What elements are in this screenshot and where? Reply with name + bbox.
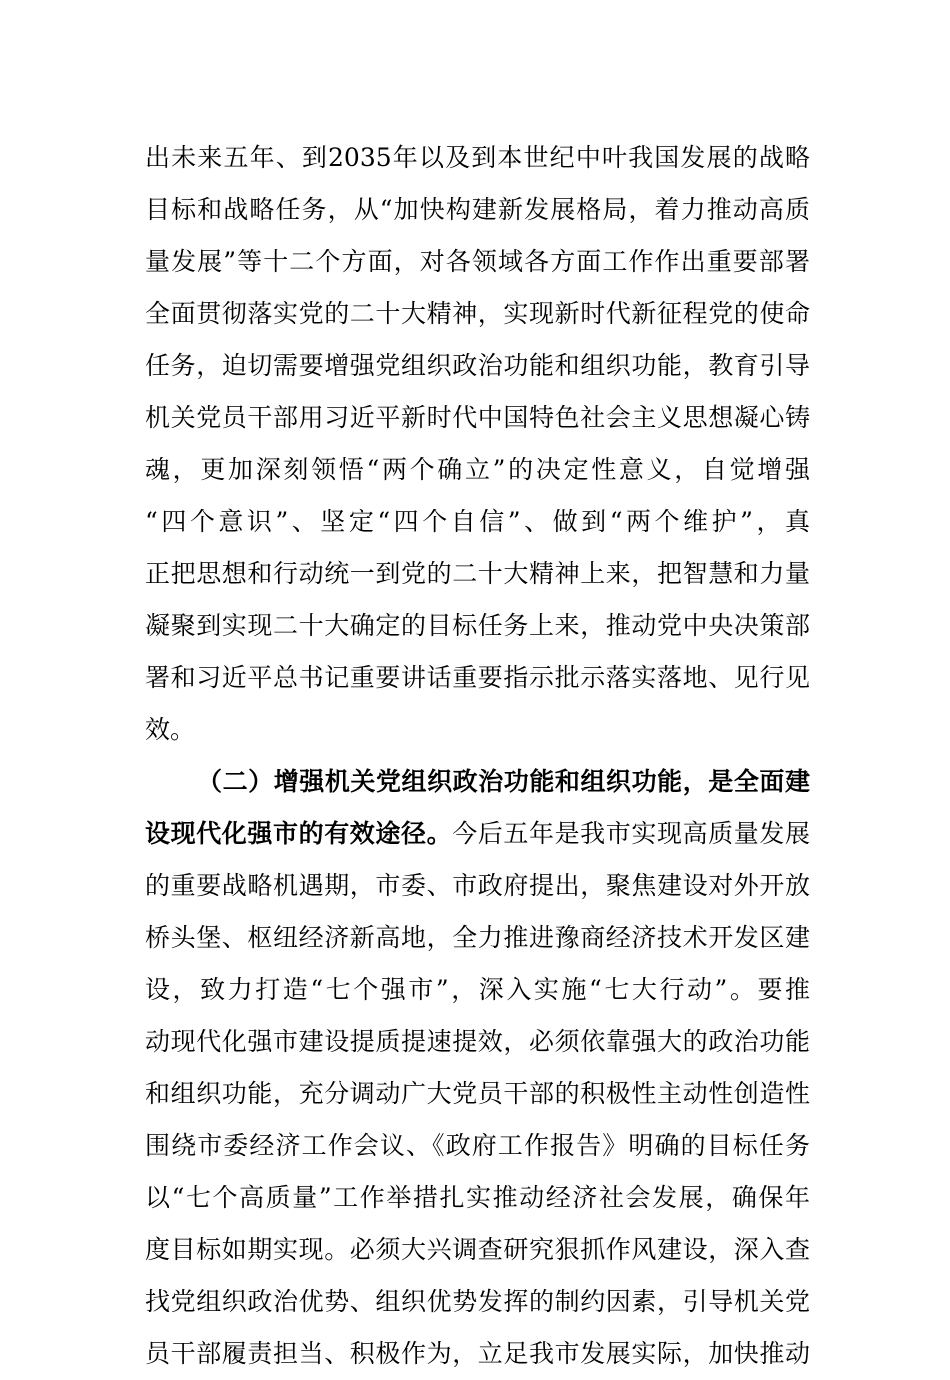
text-line: 凝聚到实现二十大确定的目标任务上来，推动党中央决策部 xyxy=(145,611,810,640)
text-line: 机关党员干部用习近平新时代中国特色社会主义思想凝心铸 xyxy=(145,403,810,432)
text-line: 和组织功能，充分调动广大党员干部的积极性主动性创造性 xyxy=(145,1079,810,1108)
body-text xyxy=(145,132,810,1380)
text-line: 找党组织政治优势、组织优势发挥的制约因素，引导机关党 xyxy=(145,1287,810,1316)
text-line: 效。 xyxy=(145,715,196,744)
text-line: 量发展”等十二个方面，对各领域各方面工作作出重要部署 xyxy=(145,247,810,276)
text-line: 员干部履责担当、积极作为，立足我市发展实际，加快推动 xyxy=(145,1339,810,1368)
section-heading-continued xyxy=(145,808,810,860)
text-line: 目标和战略任务，从“加快构建新发展格局，着力推动高质 xyxy=(145,195,810,224)
text-line: 出未来五年、到2035年以及到本世纪中叶我国发展的战略 xyxy=(145,143,810,172)
section-heading: （二）增强机关党组织政治功能和组织功能，是全面建 xyxy=(197,767,810,796)
text-line: 度目标如期实现。必须大兴调查研究狠抓作风建设，深入查 xyxy=(145,1235,810,1264)
text-line: 以“七个高质量”工作举措扎实推动经济社会发展，确保年 xyxy=(145,1183,810,1212)
text-line: 设，致力打造“七个强市”，深入实施“七大行动”。要推 xyxy=(145,975,810,1004)
section-text: 今后五年是我市实现高质量发展 xyxy=(452,819,810,848)
text-line: 任务，迫切需要增强党组织政治功能和组织功能，教育引导 xyxy=(145,351,810,380)
text-line: 正把思想和行动统一到党的二十大精神上来，把智慧和力量 xyxy=(145,559,810,588)
text-line: 的重要战略机遇期，市委、市政府提出，聚焦建设对外开放 xyxy=(145,871,810,900)
text-line: “四个意识”、坚定“四个自信”、做到“两个维护”，真 xyxy=(145,507,810,536)
section-heading-bold: 设现代化强市的有效途径。 xyxy=(145,819,453,848)
text-line: 动现代化强市建设提质提速提效，必须依靠强大的政治功能 xyxy=(145,1027,810,1056)
text-line: 全面贯彻落实党的二十大精神，实现新时代新征程党的使命 xyxy=(145,299,810,328)
text-line: 围绕市委经济工作会议、《政府工作报告》明确的目标任务 xyxy=(145,1131,810,1160)
text-line: 魂，更加深刻领悟“两个确立”的决定性意义，自觉增强 xyxy=(145,455,810,484)
text-line: 桥头堡、枢纽经济新高地，全力推进豫商经济技术开发区建 xyxy=(145,923,810,952)
text-line: 署和习近平总书记重要讲话重要指示批示落实落地、见行见 xyxy=(145,663,810,692)
